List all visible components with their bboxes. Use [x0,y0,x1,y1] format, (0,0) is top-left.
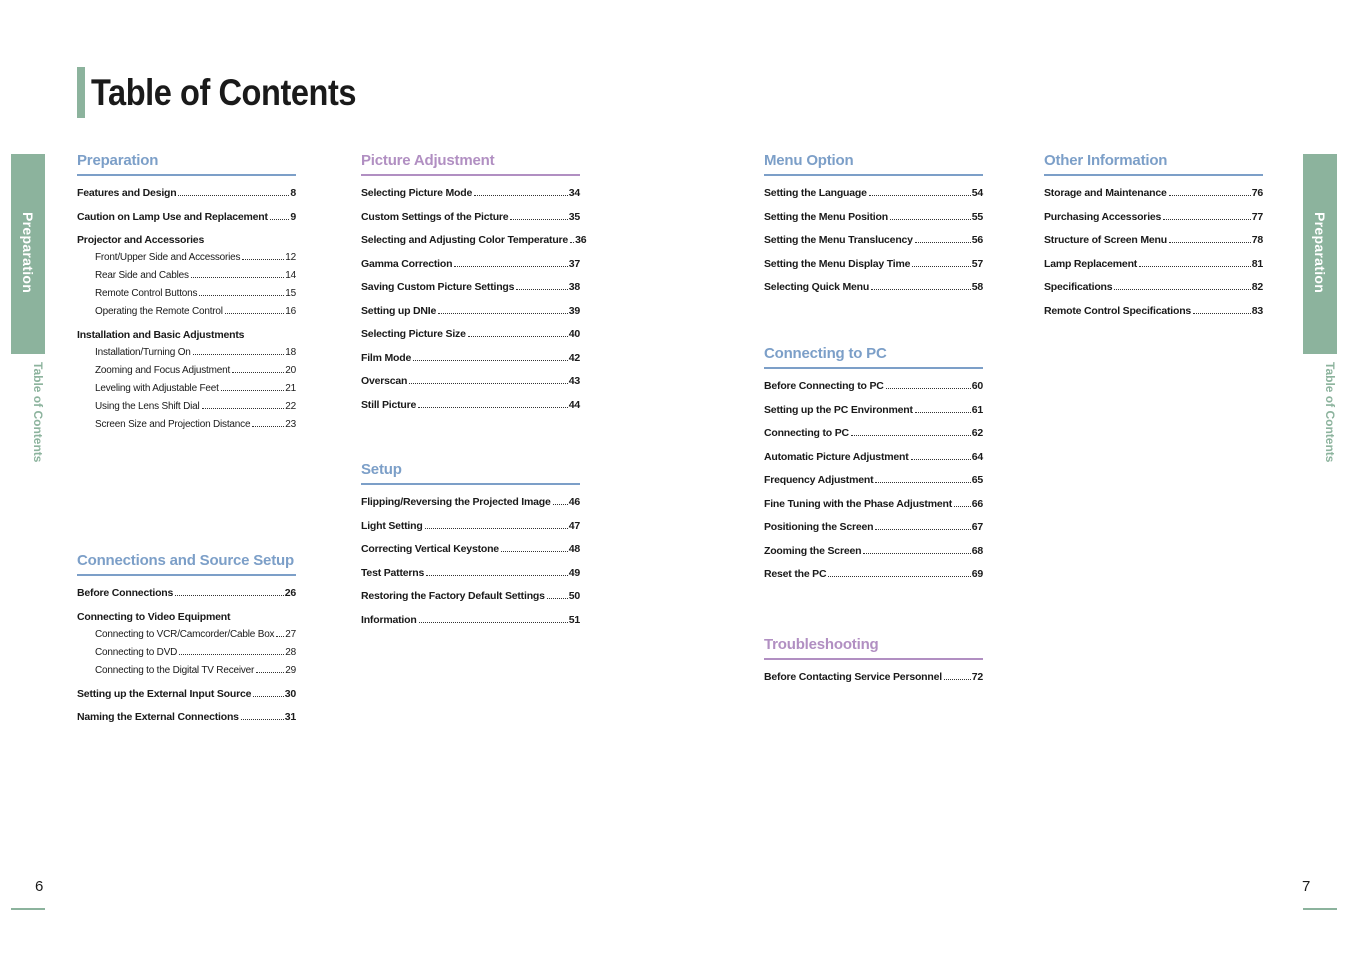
toc-entry-page: 18 [285,347,296,358]
toc-entry-label: Setting up DNIe [361,304,437,317]
toc-group-heading [77,231,296,249]
section-title: Connecting to PC [764,345,887,362]
section-title: Picture Adjustment [361,152,495,169]
section-title: Connections and Source Setup [77,552,294,569]
toc-entry-label: Restoring the Factory Default Settings [361,590,545,602]
toc-entry[interactable] [361,302,580,326]
toc-entry[interactable] [361,493,580,517]
toc-entry[interactable] [1044,208,1263,232]
toc-entry[interactable] [361,184,580,208]
toc-sub-entry[interactable] [77,267,296,285]
toc-entry-page: 35 [568,210,580,223]
toc-entry-label: Installation and Basic Adjustments [77,329,245,341]
toc-entry-page: 81 [1251,257,1263,270]
toc-entry-page: 82 [1251,281,1263,293]
toc-entry-label: Remote Control Specifications [1044,304,1192,317]
toc-entry-page: 43 [568,375,580,387]
toc-entry-label: Front/Upper Side and Accessories [95,252,241,263]
toc-entry[interactable] [361,540,580,564]
side-tab-label: Preparation [20,212,36,294]
toc-sub-entry[interactable] [77,285,296,303]
section-title: Troubleshooting [764,636,879,653]
toc-entry-label: Storage and Maintenance [1044,187,1167,199]
section-picture-adjustment [361,151,587,419]
toc-sub-entry[interactable] [77,398,296,416]
page-number-rule [1303,908,1337,910]
toc-entry[interactable] [1044,184,1263,208]
toc-entry-page: 20 [285,365,296,376]
toc-entry[interactable] [361,611,580,635]
toc-entry[interactable] [764,518,983,542]
toc-entry-label: Setting up the External Input Source [77,687,252,700]
toc-entry-label: Before Connections [77,587,174,599]
section-rule [764,367,983,369]
toc-entry-page: 62 [971,427,983,439]
toc-entry-label: Film Mode [361,351,412,364]
toc-entry-page: 55 [971,210,983,223]
section-title: Setup [361,461,402,478]
toc-sub-entry[interactable] [77,303,296,326]
toc-entry[interactable] [77,685,296,709]
toc-sub-entry[interactable] [77,249,296,267]
toc-entry-page: 42 [568,351,580,364]
toc-entry-page: 72 [971,671,983,683]
toc-entry-label: Custom Settings of the Picture [361,210,509,223]
side-sublabel-right: Table of Contents [1323,362,1337,463]
toc-entry-label: Flipping/Reversing the Projected Image [361,496,551,508]
section-rule [361,174,580,176]
toc-entry-page: 14 [285,270,296,281]
toc-entry-page: 15 [285,288,296,299]
title-accent-bar [77,67,85,118]
toc-entry-page: 39 [568,304,580,317]
toc-entry-page: 23 [285,419,296,430]
toc-entry-label: Remote Control Buttons [95,288,198,299]
toc-sub-entry[interactable] [77,362,296,380]
toc-entry-label: Test Patterns [361,566,425,579]
page-number-right: 7 [1302,878,1311,895]
toc-entry[interactable] [361,517,580,541]
toc-entry-label: Zooming the Screen [764,544,862,557]
toc-entry-page: 77 [1251,210,1263,223]
toc-entry-label: Setting the Menu Display Time [764,257,911,270]
toc-entry-page: 8 [290,187,296,199]
section-rule [77,574,296,576]
toc-group-heading [77,608,296,626]
section-other-information [1044,151,1263,325]
toc-entry-label: Operating the Remote Control [95,306,223,317]
toc-entry-label: Selecting Picture Size [361,328,466,340]
toc-entry-label: Reset the PC [764,568,827,580]
section-connecting-to-pc [764,344,983,589]
toc-entry-page: 57 [971,257,983,270]
toc-entry-page: 44 [568,398,580,411]
side-tab-label: Preparation [1312,212,1328,294]
toc-sub-entry[interactable] [77,380,296,398]
section-setup [361,460,580,634]
toc-entry-page: 54 [971,187,983,199]
toc-entry[interactable] [764,471,983,495]
toc-sub-entry[interactable] [77,416,296,434]
toc-entry-page: 30 [284,687,296,700]
page-number-left: 6 [35,878,44,895]
toc-entry-label: Positioning the Screen [764,521,874,533]
toc-entry-label: Projector and Accessories [77,234,205,246]
section-preparation [77,151,296,434]
toc-entry-page: 47 [568,519,580,532]
toc-entry[interactable] [361,255,580,279]
page-title-block [77,67,392,118]
toc-entry[interactable] [77,208,296,232]
toc-entry-label: Connecting to VCR/Camcorder/Cable Box [95,628,275,640]
toc-entry-page: 16 [285,306,296,317]
toc-entry-page: 64 [971,450,983,463]
toc-entry-label: Rear Side and Cables [95,270,189,281]
toc-entry[interactable] [1044,278,1263,302]
toc-entry[interactable] [764,377,983,401]
toc-entry[interactable] [764,184,983,208]
toc-entry[interactable] [77,184,296,208]
toc-entry-page: 68 [971,544,983,557]
toc-entry-page: 67 [971,521,983,533]
toc-entry[interactable] [764,424,983,448]
toc-entry-label: Before Contacting Service Personnel [764,671,942,683]
toc-entry-page: 36 [575,234,587,246]
toc-entry-label: Setting up the PC Environment [764,403,913,416]
toc-entry-page: 83 [1251,304,1263,317]
toc-entry[interactable] [764,495,983,519]
section-title: Preparation [77,152,159,169]
toc-entry-label: Frequency Adjustment [764,474,874,486]
toc-entry-label: Connecting to PC [764,427,849,439]
toc-entry-page: 61 [971,403,983,416]
toc-entry-page: 78 [1251,234,1263,246]
toc-sub-entry[interactable] [77,644,296,662]
section-menu-option [764,151,983,302]
toc-sub-entry[interactable] [77,344,296,362]
toc-entry-label: Zooming and Focus Adjustment [95,365,231,376]
toc-entry-label: Purchasing Accessories [1044,210,1162,223]
toc-entry[interactable] [764,448,983,472]
toc-entry[interactable] [1044,231,1263,255]
toc-entry-page: 21 [285,383,296,394]
toc-entry-label: Automatic Picture Adjustment [764,450,909,463]
toc-entry-page: 27 [285,628,296,640]
toc-entry-page: 9 [290,210,296,223]
toc-entry-label: Specifications [1044,281,1113,293]
toc-entry[interactable] [764,208,983,232]
toc-entry-label: Connecting to Video Equipment [77,610,231,623]
toc-sub-entry[interactable] [77,662,296,685]
toc-entry-page: 26 [284,587,296,599]
toc-entry-page: 49 [568,566,580,579]
toc-entry[interactable] [77,584,296,608]
toc-entry[interactable] [764,565,983,589]
toc-entry-page: 50 [568,590,580,602]
toc-entry-page: 66 [971,497,983,510]
toc-entry[interactable] [1044,302,1263,326]
toc-entry-page: 51 [568,613,580,626]
toc-entry[interactable] [361,231,587,255]
toc-entry-page: 76 [1251,187,1263,199]
toc-entry[interactable] [361,325,580,349]
toc-entry[interactable] [764,231,983,255]
toc-entry-page: 56 [971,234,983,246]
toc-entry-page: 22 [285,401,296,412]
section-rule [764,658,983,660]
toc-entry-label: Installation/Turning On [95,347,191,358]
toc-entry-page: 29 [285,664,296,676]
toc-entry-label: Gamma Correction [361,257,453,270]
toc-entry-label: Overscan [361,375,408,387]
toc-entry-label: Selecting Picture Mode [361,187,473,199]
side-tab-left [11,154,45,354]
section-rule [764,174,983,176]
toc-entry-label: Fine Tuning with the Phase Adjustment [764,497,953,510]
toc-entry-page: 12 [285,252,296,263]
section-rule [77,174,296,176]
toc-entry-page: 34 [568,187,580,199]
section-rule [1044,174,1263,176]
toc-entry-label: Setting the Language [764,187,867,199]
toc-entry-label: Lamp Replacement [1044,257,1138,270]
toc-entry-page: 31 [284,711,296,723]
toc-entry-label: Saving Custom Picture Settings [361,281,515,293]
toc-sub-entry[interactable] [77,626,296,644]
section-title: Other Information [1044,152,1168,169]
toc-entry[interactable] [764,542,983,566]
toc-entry-label: Connecting to the Digital TV Receiver [95,664,255,676]
toc-entry-page: 37 [568,257,580,270]
toc-entry-label: Correcting Vertical Keystone [361,543,499,555]
toc-entry-label: Features and Design [77,187,177,199]
toc-entry[interactable] [1044,255,1263,279]
toc-entry[interactable] [361,278,580,302]
toc-group-heading [77,326,296,344]
section-connections [77,551,296,732]
toc-entry-label: Connecting to DVD [95,646,178,658]
section-title: Menu Option [764,152,854,169]
toc-entry-page: 48 [568,543,580,555]
section-troubleshooting [764,635,983,692]
toc-entry-label: Information [361,613,417,626]
toc-entry[interactable] [764,278,983,302]
toc-entry[interactable] [764,668,983,692]
toc-entry-page: 69 [971,568,983,580]
toc-entry-label: Leveling with Adjustable Feet [95,383,219,394]
toc-entry[interactable] [361,372,580,396]
toc-entry[interactable] [361,208,580,232]
page-number-rule [11,908,45,910]
toc-entry-label: Still Picture [361,398,417,411]
toc-entry-page: 60 [971,380,983,392]
toc-entry-label: Screen Size and Projection Distance [95,419,251,430]
toc-entry-label: Selecting and Adjusting Color Temperature [361,234,569,246]
toc-entry-label: Selecting Quick Menu [764,281,870,293]
toc-entry-page: 28 [285,646,296,658]
toc-entry-page: 40 [568,328,580,340]
toc-entry-label: Naming the External Connections [77,711,239,723]
toc-entry-page: 58 [971,281,983,293]
toc-entry-label: Before Connecting to PC [764,380,884,392]
toc-entry-page: 38 [568,281,580,293]
side-sublabel-left: Table of Contents [31,362,45,463]
toc-entry-label: Setting the Menu Position [764,210,888,223]
section-rule [361,483,580,485]
toc-entry-label: Light Setting [361,519,423,532]
toc-entry-page: 65 [971,474,983,486]
toc-entry-label: Using the Lens Shift Dial [95,401,200,412]
toc-entry[interactable] [764,255,983,279]
toc-entry-label: Setting the Menu Translucency [764,234,913,246]
toc-entry[interactable] [764,401,983,425]
page-title: Table of Contents [91,71,357,113]
side-tab-right [1303,154,1337,354]
toc-entry[interactable] [361,396,580,420]
toc-entry-label: Caution on Lamp Use and Replacement [77,210,268,223]
toc-entry[interactable] [361,349,580,373]
toc-entry[interactable] [361,587,580,611]
toc-entry-label: Structure of Screen Menu [1044,234,1167,246]
toc-entry[interactable] [361,564,580,588]
toc-entry-page: 46 [568,496,580,508]
toc-entry[interactable] [77,708,296,732]
